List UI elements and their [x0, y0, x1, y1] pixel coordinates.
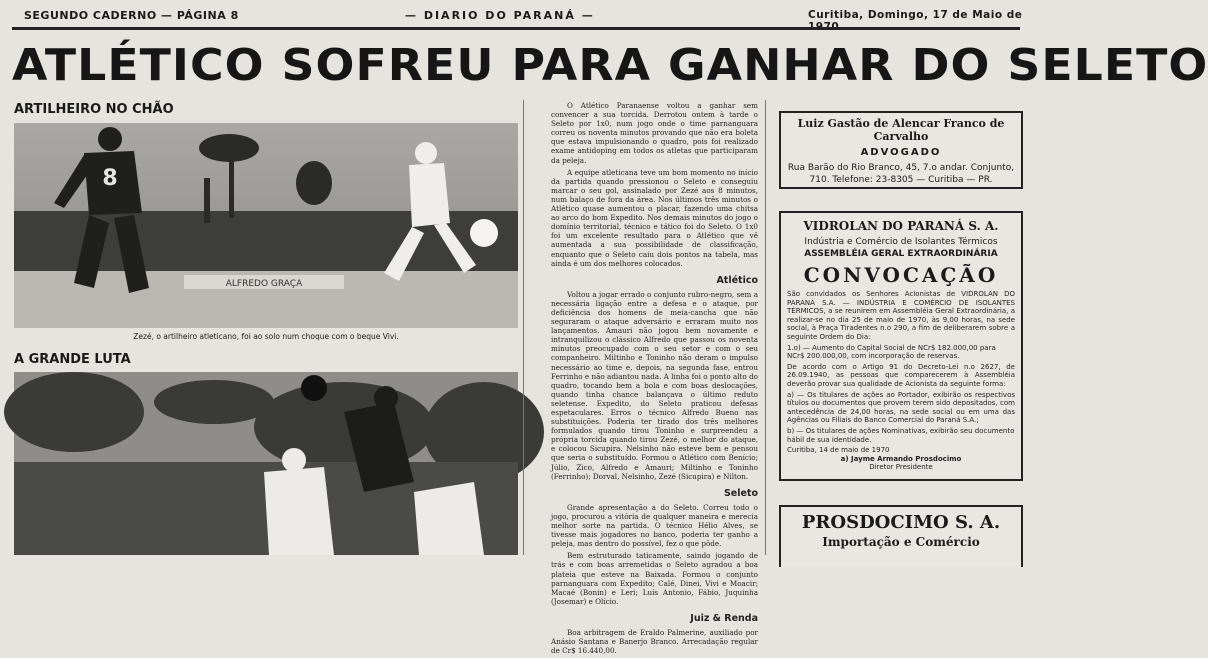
article-body	[551, 101, 758, 658]
column-rule	[765, 100, 766, 555]
photo1-subhead: ARTILHEIRO NO CHÃO	[14, 102, 174, 117]
vidrolan-company: VIDROLAN DO PARANÁ S. A.	[803, 219, 999, 233]
photo-artilheiro-image	[14, 123, 518, 328]
section-heading-atletico: Atlético	[716, 274, 758, 286]
vidrolan-line2: ASSEMBLÉIA GERAL EXTRAORDINÁRIA	[804, 249, 998, 259]
vidrolan-signature-role: Diretor Presidente	[869, 463, 933, 472]
vidrolan-signature: a) Jayme Armando Prosdocimo	[840, 454, 962, 463]
article-paragraph: Voltou a jogar errado o conjunto rubro-negro, sem a necessária ligação entre a defesa e o ataque, por deficiência dos homens de meia-cancha que não seguraram o ataque adversário e erraram muito nos lançamentos. Amauri não jogou bem novamente e intranquilizou o clássico Alfredo que passou os noventa minutos preocupado com o seu setor e com o seu companheiro. Miltinho e Toninho não deram o impulso necessário ao time e, depois, na segunda fase, entrou Ferrinho e não adiantou nada. A linha foi o ponto alto do quadro, tocando bem a bola e com boas deslocações, quando tinha chance balançava o último reduto seletense. Expedito, do Seleto praticou defesas espetaculares. Erros o técnico Alfredo Bueno nas substituições. Poderia ter tirado dos três melhores formulados quando tirou Toninho e surpreendeu a própria torcida quando tirou Zezé, o melhor do ataque, e colocou Sicupira. Nelsinho não esteve bem e pensou que seria o substituído. Formou o Atlético com Benício; Júlio, Zico, Alfredo e Amauri; Miltinho e Toninho (Ferrinho); Dorval, Nelsinho, Zezé (Sicupira) e Nilton.	[551, 289, 758, 481]
lawyer-ad	[779, 111, 1023, 189]
convocacao-title: CONVOCAÇÃO	[803, 263, 999, 287]
section-label: SEGUNDO CADERNO — PÁGINA 8	[24, 9, 239, 22]
section-heading-juiz: Juiz & Renda	[690, 612, 758, 624]
header-rule	[12, 27, 1020, 30]
column-rule	[523, 100, 524, 555]
article-paragraph: A equipe atleticana teve um bom momento no início da partida quando pressionou o Seleto e conseguiu marcar o seu gol, assinalado por Zezé aos 8 minutos, num balaço de fora da área. Nos últimos três minutos o Atlético quase aumentou o placar, fazendo uma chitsa ao arco do bom Expedito. Nos demais minutos do jogo o domínio territorial, técnico e tático foi do Seleto. O 1x0 foi um excelente resultado para o Atlético que vê aumentada a sua possibilidade de classificação, enquanto que o Seleto caiu dois pontos na tabela, mas ainda é um dos melhores colocados.	[551, 167, 758, 268]
photo1-caption: Zezé, o artilheiro atleticano, foi ao solo num choque com o beque Vivi.	[133, 332, 399, 341]
main-headline: ATLÉTICO SOFREU PARA GANHAR DO SELETO	[12, 40, 1208, 91]
vidrolan-item-b: b) — Os titulares de ações Nominativas, exibirão seu documento hábil de sua identidade.	[787, 426, 1015, 444]
article-paragraph: Bem estruturado taticamente, saindo jogando de trás e com boas arremetidas o Seleto agradou a boa plateia que esteve na Baixada. Formou o conjunto parnanguara com Expedito; Calé, Dinei, Vivi e Moacir; Macaé (Bonin) e Leri; Luís Antonio, Fábio, Juquinha (Josemar) e Olício.	[551, 551, 758, 606]
photo-grande-luta	[14, 372, 518, 555]
vidrolan-item-a: a) — Os titulares de ações ao Portador, exibirão os respectivos títulos ou documentos que provem terem sido depositados, com antecedência de 24,00 horas, na sede social ou em uma das Agências ou Filiais do Banco Comercial do Paraná S.A.;	[787, 390, 1015, 425]
photo-artilheiro	[14, 123, 518, 328]
ad-board-text: ALFREDO GRAÇA	[225, 279, 303, 289]
photo2-subhead: A GRANDE LUTA	[14, 352, 131, 367]
prosdocimo-company: PROSDOCIMO S. A.	[801, 512, 1001, 533]
prosdocimo-ad	[779, 505, 1023, 567]
dateline: Curitiba, Domingo, 17 de Maio de	[808, 9, 1023, 21]
vidrolan-line1: Indústria e Comércio de Isolantes Térmicos	[804, 237, 998, 247]
lawyer-title: ADVOGADO	[860, 147, 942, 158]
vidrolan-item1: 1.o) — Aumento do Capital Social de NCr$ 182.000,00 para NCr$ 200.000,00, com incorporação de reservas.	[787, 343, 996, 361]
vidrolan-decree: De acordo com o Artigo 91 do Decreto-Lei n.o 2627, de 26.09.1940, as pessoas que comparecerem à Assembléia deverão provar sua qualidade de Acionista da seguinte forma:	[787, 362, 1015, 388]
lawyer-name: Luiz Gastão de Alencar Franco de Carvalho	[797, 117, 1005, 143]
section-heading-seleto: Seleto	[723, 487, 758, 499]
photo-grande-luta-image	[14, 372, 518, 555]
article-paragraph: Boa arbitragem de Eraldo Palmerine, auxiliado por Anásio Santana e Banerjo Branco. Arrecadação regular de Cr$ 16.440,00.	[551, 627, 758, 656]
prosdocimo-line1: Importação e Comércio	[822, 535, 980, 549]
vidrolan-ad	[779, 211, 1023, 481]
vidrolan-intro: São convidados os Senhores Acionistas de VIDROLAN DO PARANÁ S.A. — INDÚSTRIA E COMÉRCIO DE ISOLANTES TÉRMICOS, a se reunirem em Assembléia Geral Extraordinária, a realizar-se no dia 25 de maio de 1970, às 9,00 horas, na sede social, à Praça Tiradentes n.o 290, a fim de deliberarem sobre a seguinte Ordem do Dia:	[787, 290, 1015, 341]
lawyer-address: Rua Barão do Rio Branco, 45, 7.o andar. Conjunto, 710. Telefone: 23-8305 — Curitiba — PR.	[787, 163, 1015, 185]
jersey-number: 8	[102, 166, 118, 191]
newspaper-name: — DIARIO DO PARANÁ —	[405, 9, 595, 22]
vidrolan-date: Curitiba, 14 de maio de 1970	[787, 446, 890, 455]
page-header	[0, 0, 1024, 30]
article-paragraph: O Atlético Paranaense voltou a ganhar sem convencer a sua torcida. Derrotou ontem à tarde o Seleto por 1x0, num jogo onde o time parnanguara correu os noventa minutos provando que não era boleta que estava impulsionando o quadro, pois foi realizado exame antidoping em todos os atletas que participaram da peleja.	[551, 101, 758, 165]
article-paragraph: Grande apresentação a do Seleto. Correu todo o jogo, procurou a vitória de qualquer maneira e merecia melhor sorte na partida. O técnico Hélio Alves, se tivesse mais jogadores no banco, poderia ter ganho a peleja, mas dentro do possível, fez o que pôde.	[551, 502, 758, 549]
